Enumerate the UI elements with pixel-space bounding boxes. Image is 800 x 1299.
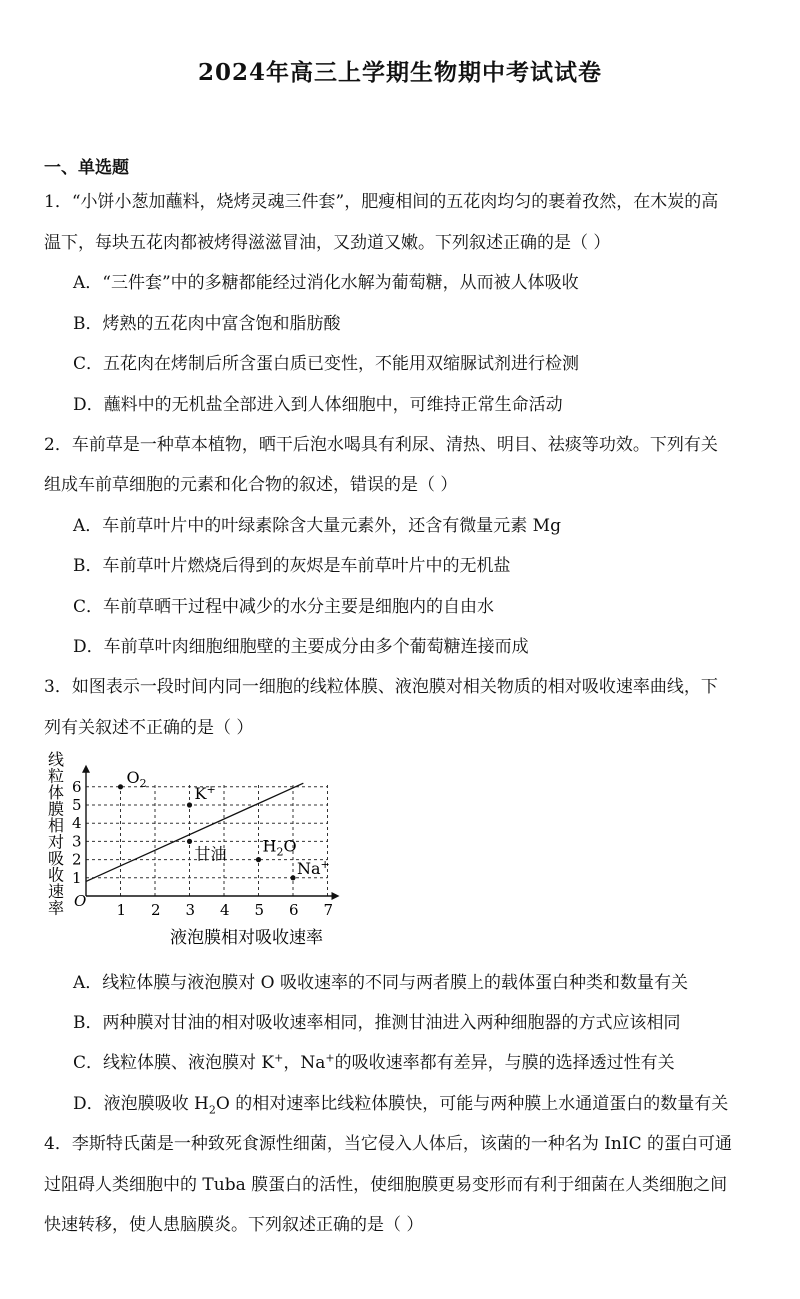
x-tick-label: 5 [254, 901, 265, 919]
y-label-char: 收 [48, 865, 65, 885]
data-point-K+ [187, 802, 192, 807]
q1-stem-line1: 1．“小饼小葱加蘸料，烧烤灵魂三件套”，肥瘦相间的五花肉均匀的裹着孜然，在木炭的高 [44, 192, 719, 212]
q2-option-d: D．车前草叶肉细胞细胞壁的主要成分由多个葡萄糖连接而成 [73, 637, 529, 657]
q3-option-d-post: O 的相对速率比线粒体膜快，可能与两种膜上水通道蛋白的数量有关 [215, 1094, 729, 1114]
q3-option-c-sup1: + [274, 1051, 284, 1065]
y-tick-label: 3 [72, 832, 82, 851]
y-label-char: 相 [48, 816, 65, 835]
x-tick-label: 1 [116, 901, 127, 919]
data-point-Na+ [290, 875, 295, 880]
data-point-H2O [256, 857, 261, 862]
x-tick-label: 4 [220, 901, 230, 919]
y-tick-label: 1 [72, 868, 82, 887]
y-tick-label: 6 [72, 777, 82, 796]
data-point-glycerol [187, 839, 192, 844]
y-label-char: 线 [48, 750, 65, 769]
x-tick-label: 6 [289, 901, 299, 919]
q3-option-c-post: 的吸收速率都有差异，与膜的选择透过性有关 [334, 1053, 675, 1073]
x-tick-label: 3 [185, 901, 196, 919]
data-point-O2 [118, 784, 123, 789]
q3-option-c-sup2: + [325, 1051, 335, 1065]
q3-stem-line2: 列有关叙述不正确的是（ ） [44, 718, 254, 738]
q4-stem-line2: 过阻碍人类细胞中的 Tuba 膜蛋白的活性，使细胞膜更易变形而有利于细菌在人类细胞之间 [44, 1175, 728, 1195]
y-label-char: 吸 [48, 849, 65, 868]
q3-option-c [73, 1048, 675, 1073]
y-tick-label: 5 [72, 796, 82, 814]
q2-stem-line1: 2．车前草是一种草本植物，晒干后泡水喝具有利尿、清热、明目、祛痰等功效。下列有关 [44, 435, 718, 455]
q3-stem-line1: 3．如图表示一段时间内同一细胞的线粒体膜、液泡膜对相关物质的相对吸收速率曲线，下 [44, 677, 718, 697]
q1-option-d: D．蘸料中的无机盐全部进入到人体细胞中，可维持正常生命活动 [73, 395, 563, 415]
y-tick-label: 4 [72, 814, 82, 833]
q3-option-a: A．线粒体膜与液泡膜对 O 吸收速率的不同与两者膜上的载体蛋白种类和数量有关 [73, 973, 689, 993]
q3-option-c-mid: ，Na [283, 1053, 326, 1073]
q4-stem-line1: 4．李斯特氏菌是一种致死食源性细菌，当它侵入人体后，该菌的一种名为 InIC 的蛋白可通 [44, 1134, 733, 1154]
data-label-O2: $O_2$ [126, 767, 147, 790]
q3-option-c-pre: C．线粒体膜、液泡膜对 K [73, 1053, 275, 1073]
q4-stem-line3: 快速转移，使人患脑膜炎。下列叙述正确的是（ ） [44, 1215, 424, 1235]
q2-option-c: C．车前草晒干过程中减少的水分主要是细胞内的自由水 [73, 597, 495, 617]
q3-option-d-pre: D．液泡膜吸收 H [73, 1094, 209, 1114]
absorption-rate-chart [40, 748, 360, 953]
q2-option-b: B．车前草叶片燃烧后得到的灰烬是车前草叶片中的无机盐 [73, 556, 511, 576]
y-tick-label: 2 [72, 850, 82, 869]
y-axis-arrow [82, 765, 90, 773]
data-label-Na+: Na+ [297, 857, 330, 878]
y-label-char: 对 [48, 832, 65, 852]
q1-option-a: A．“三件套”中的多糖都能经过消化水解为葡萄糖，从而被人体吸收 [73, 273, 579, 293]
y-label-char: 率 [48, 898, 65, 918]
y-axis-label [48, 750, 64, 918]
x-tick-label: 7 [323, 901, 334, 919]
q2-option-a: A．车前草叶片中的叶绿素除含大量元素外，还含有微量元素 Mg [73, 516, 561, 536]
x-tick-label: 2 [151, 901, 161, 919]
x-axis-label: 液泡膜相对吸收速率 [170, 928, 323, 948]
q1-stem-line2: 温下，每块五花肉都被烤得滋滋冒油，又劲道又嫩。下列叙述正确的是（ ） [44, 233, 611, 253]
origin-label: O [74, 892, 87, 910]
q3-option-b: B．两种膜对甘油的相对吸收速率相同，推测甘油进入两种细胞器的方式应该相同 [73, 1013, 681, 1033]
q1-option-b: B．烤熟的五花肉中富含饱和脂肪酸 [73, 314, 341, 334]
y-label-char: 速 [48, 882, 65, 901]
y-label-char: 粒 [48, 766, 65, 786]
data-label-K+: K+ [194, 783, 216, 803]
q3-option-d-sub: 2 [208, 1103, 216, 1117]
q2-stem-line2: 组成车前草细胞的元素和化合物的叙述，错误的是（ ） [44, 475, 458, 495]
y-label-char: 体 [48, 783, 65, 802]
page-title: 2024年高三上学期生物期中考试试卷 [197, 59, 602, 86]
data-label-H2O: $H_2O$ [262, 836, 297, 859]
x-axis-arrow [332, 892, 340, 900]
data-label-glycerol: 甘油 [194, 844, 227, 864]
section-heading: 一、单选题 [44, 158, 129, 178]
q1-option-c: C．五花肉在烤制后所含蛋白质已变性，不能用双缩脲试剂进行检测 [73, 354, 580, 374]
y-label-char: 膜 [48, 799, 65, 819]
q3-option-d [73, 1089, 729, 1117]
